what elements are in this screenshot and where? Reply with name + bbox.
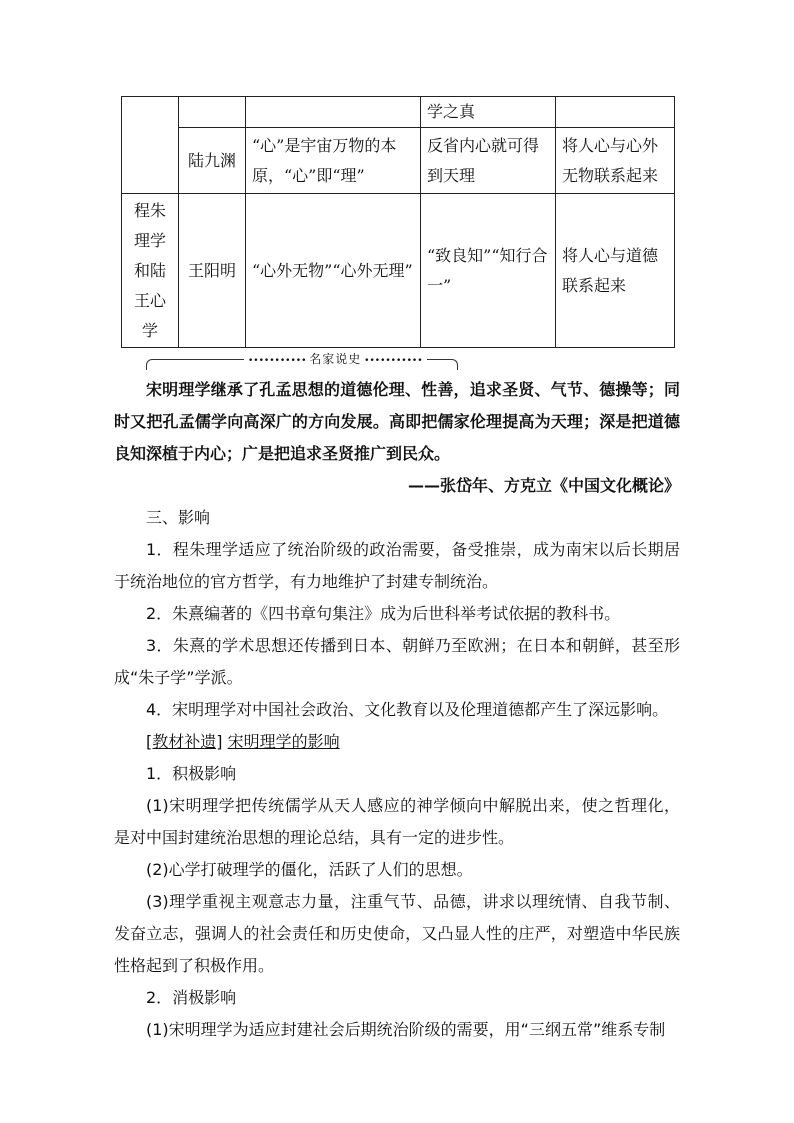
- table-row: [122, 128, 675, 194]
- table-cell: “致良知”“知行合一”: [421, 194, 556, 348]
- quote-text: 宋明理学继承了孔孟思想的道德伦理、性善，追求圣贤、气节、德操等；同时又把孔孟儒学向高深广的方向发展。高即把儒家伦理提高为天理；深是把道德良知深植于内心；广是把追求圣贤推广到民众。: [114, 380, 680, 463]
- table-cell: 学之真: [421, 97, 556, 128]
- table-cell: [556, 97, 675, 128]
- section-heading: 三、影响: [146, 508, 211, 527]
- table-cell: 反省内心就可得到天理: [421, 128, 556, 194]
- subheading: 2．消极影响: [146, 988, 237, 1007]
- table-row: [122, 97, 675, 128]
- table-cell: [179, 97, 246, 128]
- quote-source: ——张岱年、方克立《中国文化概论》: [407, 476, 680, 495]
- table-cell: [246, 97, 421, 128]
- quote-block: [114, 374, 680, 502]
- table-cell-name: 王阳明: [179, 194, 246, 348]
- dots-decoration: •••••••••••: [248, 356, 310, 366]
- subheading: 1．积极影响: [146, 764, 237, 783]
- table-cell: [122, 97, 179, 194]
- list-item: 1．程朱理学适应了统治阶级的政治需要，备受推崇，成为南宋以后长期居于统治地位的官方哲学，有力地维护了封建专制统治。: [114, 540, 680, 591]
- table-cell-name: 陆九渊: [179, 128, 246, 194]
- list-item: (3)理学重视主观意志力量，注重气节、品德，讲求以理统情、自我节制、发奋立志，强调人的社会责任和历史使命，又凸显人性的庄严，对塑造中华民族性格起到了积极作用。: [114, 892, 680, 975]
- supplement-title: 宋明理学的影响: [227, 732, 340, 751]
- list-item: (2)心学打破理学的僵化，活跃了人们的思想。: [146, 860, 473, 879]
- supplement-tag: [教材补遗]: [146, 732, 223, 751]
- supplement-heading: [114, 726, 680, 758]
- list-item: 2．朱熹编著的《四书章句集注》成为后世科举考试依据的教科书。: [146, 604, 621, 623]
- comparison-table: [121, 96, 675, 348]
- banner-title-wrap: [244, 350, 427, 370]
- list-item: (1)宋明理学把传统儒学从天人感应的神学倾向中解脱出来，使之哲理化，是对中国封建统治思想的理论总结，具有一定的进步性。: [114, 796, 680, 847]
- banner-title: 名家说史: [309, 352, 362, 366]
- dots-decoration: •••••••••••: [361, 356, 423, 366]
- table-row: [122, 194, 675, 348]
- table-cell: 将人心与道德联系起来: [556, 194, 675, 348]
- table-cell: 将人心与心外无物联系起来: [556, 128, 675, 194]
- table-cell-group: 程朱理学和陆王心学: [122, 194, 179, 348]
- list-item: (1)宋明理学为适应封建社会后期统治阶级的需要，用“三纲五常”维系专制: [146, 1020, 666, 1039]
- section-banner: [146, 350, 456, 372]
- section-influence: [114, 502, 680, 1046]
- list-item: 3．朱熹的学术思想还传播到日本、朝鲜乃至欧洲；在日本和朝鲜，甚至形成“朱子学”学派。: [114, 636, 680, 687]
- table-cell: “心”是宇宙万物的本原，“心”即“理”: [246, 128, 421, 194]
- list-item: 4．宋明理学对中国社会政治、文化教育以及伦理道德都产生了深远影响。: [146, 700, 669, 719]
- table-cell: “心外无物”“心外无理”: [246, 194, 421, 348]
